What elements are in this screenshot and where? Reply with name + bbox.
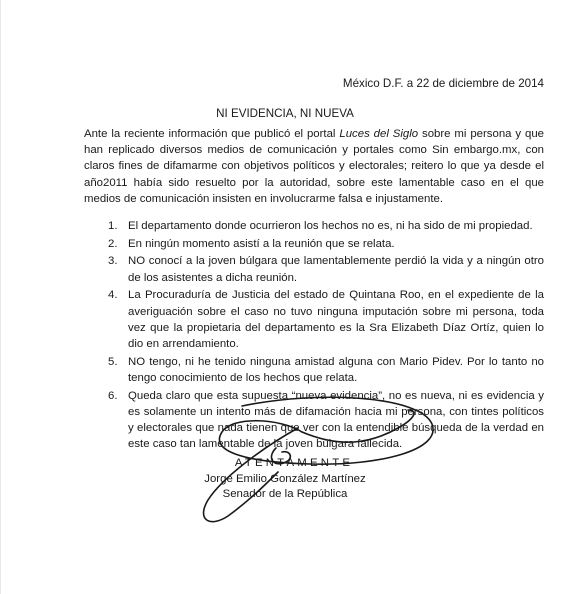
intro-text-rest: sobre mi persona y que han replicado diversos medios de comunicación y portales como Sin embargo.mx, con claros fines de difamarme con objetivos políticos y electorales; reitero lo que ya desde el año2011 había sido resuelto por la autoridad, sobre este lamentable caso en el que medios de comunicación insisten en involucrarme falsa e injustamente. xyxy=(84,128,544,205)
point-text: NO tengo, ni he tenido ninguna amistad alguna con Mario Pidev. Por lo tanto no tengo conocimiento de los hechos que relata. xyxy=(128,355,544,384)
scan-edge xyxy=(0,0,1,594)
point-number: 6. xyxy=(108,389,118,402)
point-text: Queda claro que esta supuesta “nueva evidencia”, no es nueva, ni es evidencia y es solamente un intento más de difamación hacia mi persona, con tintes políticos y electorales que nada tienen que ver con la entendible búsqueda de la verdad en este caso tan lamentable de la joven búlgara fallecida. xyxy=(128,389,544,451)
signer-name: Jorge Emilio González Martínez xyxy=(204,472,366,485)
point-item xyxy=(106,287,544,352)
point-item xyxy=(106,253,544,285)
point-item xyxy=(106,236,544,252)
point-number: 4. xyxy=(108,289,118,302)
letter-title: NI EVIDENCIA, NI NUEVA xyxy=(216,107,354,120)
signature-block xyxy=(0,456,570,503)
point-number: 2. xyxy=(108,237,118,250)
point-number: 5. xyxy=(108,355,118,368)
point-item xyxy=(106,218,544,234)
point-item xyxy=(106,388,544,453)
point-text: El departamento donde ocurrieron los hechos no es, ni ha sido de mi propiedad. xyxy=(128,220,533,232)
intro-text-start: Ante la reciente información que publicó el portal xyxy=(84,128,340,140)
closing-text: ATENTAMENTE xyxy=(234,457,354,469)
point-item xyxy=(106,354,544,386)
intro-paragraph xyxy=(84,126,544,207)
point-number: 1. xyxy=(108,220,118,232)
numbered-points xyxy=(106,218,544,454)
point-text: En ningún momento asistí a la reunión que se relata. xyxy=(128,237,395,250)
point-text: NO conocí a la joven búlgara que lamentablemente perdió la vida y a ningún otro de los asistentes a dicha reunión. xyxy=(128,255,544,284)
signer-title: Senador de la República xyxy=(222,488,348,500)
point-number: 3. xyxy=(108,255,118,268)
point-text: La Procuraduría de Justicia del estado de Quintana Roo, en el expediente de la averiguación sobre el caso no tuvo ninguna imputación sobre mi persona, toda vez que la propietaria del departamento es la Sra Elizabeth Díaz Ortíz, quien lo dio en arrendamiento. xyxy=(128,289,544,350)
portal-name: Luces del Siglo xyxy=(339,128,419,140)
place-date: México D.F. a 22 de diciembre de 2014 xyxy=(342,77,544,90)
